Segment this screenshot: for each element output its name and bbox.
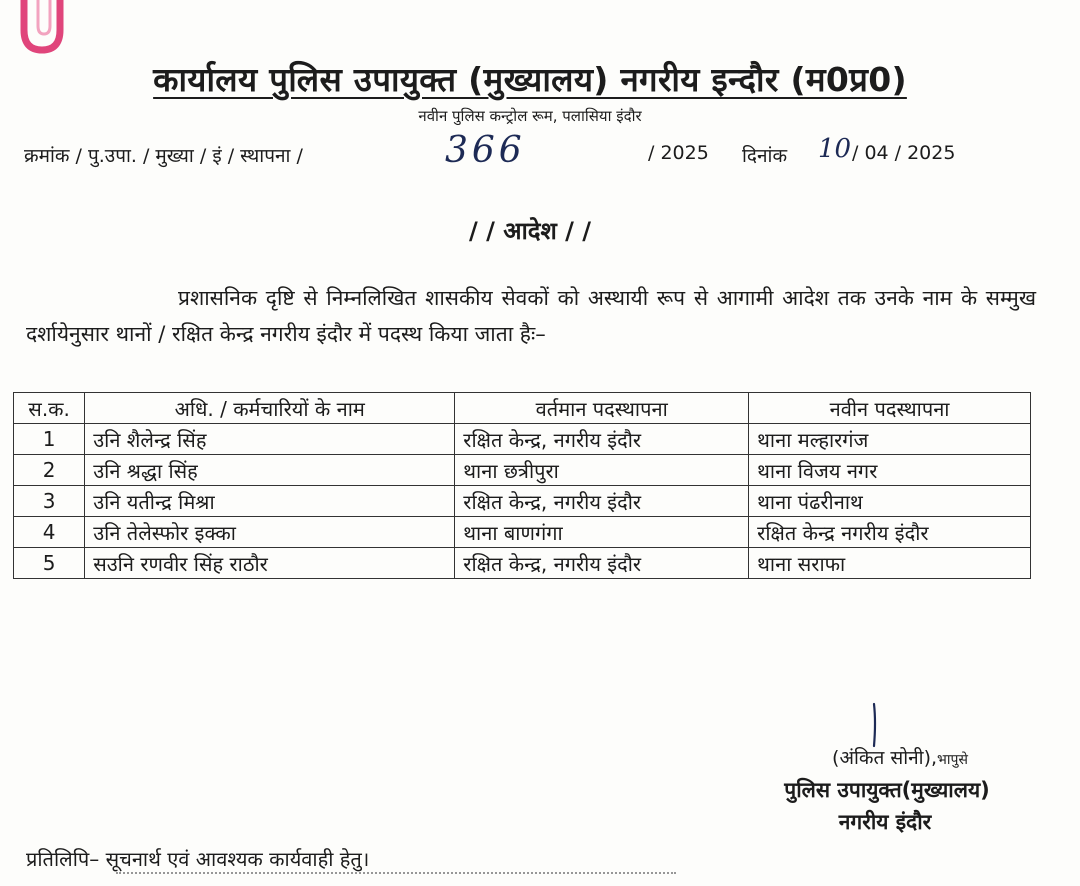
- header-current-posting: वर्तमान पदस्थापना: [455, 393, 749, 424]
- cell-new-posting: थाना विजय नगर: [749, 455, 1031, 486]
- date-day: 10: [818, 134, 852, 164]
- copy-to-line: प्रतिलिपि– सूचनार्थ एवं आवश्यक कार्यवाही हेतु।: [26, 847, 370, 871]
- cut-off-text-line: [116, 872, 676, 886]
- signatory-name: [790, 744, 1010, 770]
- reference-number: 366: [445, 130, 526, 171]
- date-label: दिनांक: [742, 145, 788, 167]
- header-serial: स.क.: [14, 393, 85, 424]
- reference-prefix: क्रमांक / पु.उपा. / मुख्या / इं / स्थापना /: [24, 145, 303, 167]
- cell-current-posting: थाना बाणगंगा: [455, 517, 749, 548]
- cell-new-posting: थाना मल्हारगंज: [749, 424, 1031, 455]
- cell-name: उनि यतीन्द्र मिश्रा: [85, 486, 455, 517]
- cell-new-posting: थाना सराफा: [749, 548, 1031, 579]
- order-body: प्रशासनिक दृष्टि से निम्नलिखित शासकीय सेवकों को अस्थायी रूप से आगामी आदेश तक उनके नाम के सम्मुख दर्शायेनुसार थानों / रक्षित केन्द्र नगरीय इंदौर में पदस्थ किया जाता हैः–: [26, 286, 1036, 346]
- cell-new-posting: थाना पंढरीनाथ: [749, 486, 1031, 517]
- signatory-place: नगरीय इंदौर: [838, 810, 932, 834]
- office-address: नवीन पुलिस कन्ट्रोल रूम, पलासिया इंदौर: [418, 107, 642, 125]
- table-header-row: [14, 393, 1031, 424]
- table-row: [14, 486, 1031, 517]
- cell-serial: 4: [14, 517, 85, 548]
- header-name: अधि. / कर्मचारियों के नाम: [85, 393, 455, 424]
- cell-current-posting: रक्षित केन्द्र, नगरीय इंदौर: [455, 548, 749, 579]
- order-heading: / / आदेश / /: [468, 217, 592, 245]
- cell-current-posting: रक्षित केन्द्र, नगरीय इंदौर: [455, 486, 749, 517]
- cell-name: सउनि रणवीर सिंह राठौर: [85, 548, 455, 579]
- cell-name: उनि श्रद्धा सिंह: [85, 455, 455, 486]
- paper-clip-icon: [14, 0, 66, 58]
- signatory-service: भापुसे: [937, 752, 968, 768]
- cell-serial: 3: [14, 486, 85, 517]
- table-row: [14, 548, 1031, 579]
- page-title: कार्यालय पुलिस उपायुक्त (मुख्यालय) नगरीय इन्दौर (म0प्र0): [153, 60, 907, 99]
- header-new-posting: नवीन पदस्थापना: [749, 393, 1031, 424]
- transfer-table: [13, 392, 1031, 579]
- cell-current-posting: रक्षित केन्द्र, नगरीय इंदौर: [455, 424, 749, 455]
- signatory-designation: पुलिस उपायुक्त(मुख्यालय): [784, 778, 990, 802]
- signature-mark: [868, 702, 882, 748]
- cell-serial: 1: [14, 424, 85, 455]
- reference-year: / 2025: [648, 142, 709, 164]
- cell-current-posting: थाना छत्रीपुरा: [455, 455, 749, 486]
- signatory-name-text: (अंकित सोनी),: [832, 747, 938, 769]
- table-row: [14, 424, 1031, 455]
- cell-new-posting: रक्षित केन्द्र नगरीय इंदौर: [749, 517, 1031, 548]
- cell-serial: 2: [14, 455, 85, 486]
- cell-serial: 5: [14, 548, 85, 579]
- cell-name: उनि शैलेन्द्र सिंह: [85, 424, 455, 455]
- table-row: [14, 455, 1031, 486]
- table-row: [14, 517, 1031, 548]
- date-month-year: / 04 / 2025: [852, 142, 956, 164]
- cell-name: उनि तेलेस्फोर इक्का: [85, 517, 455, 548]
